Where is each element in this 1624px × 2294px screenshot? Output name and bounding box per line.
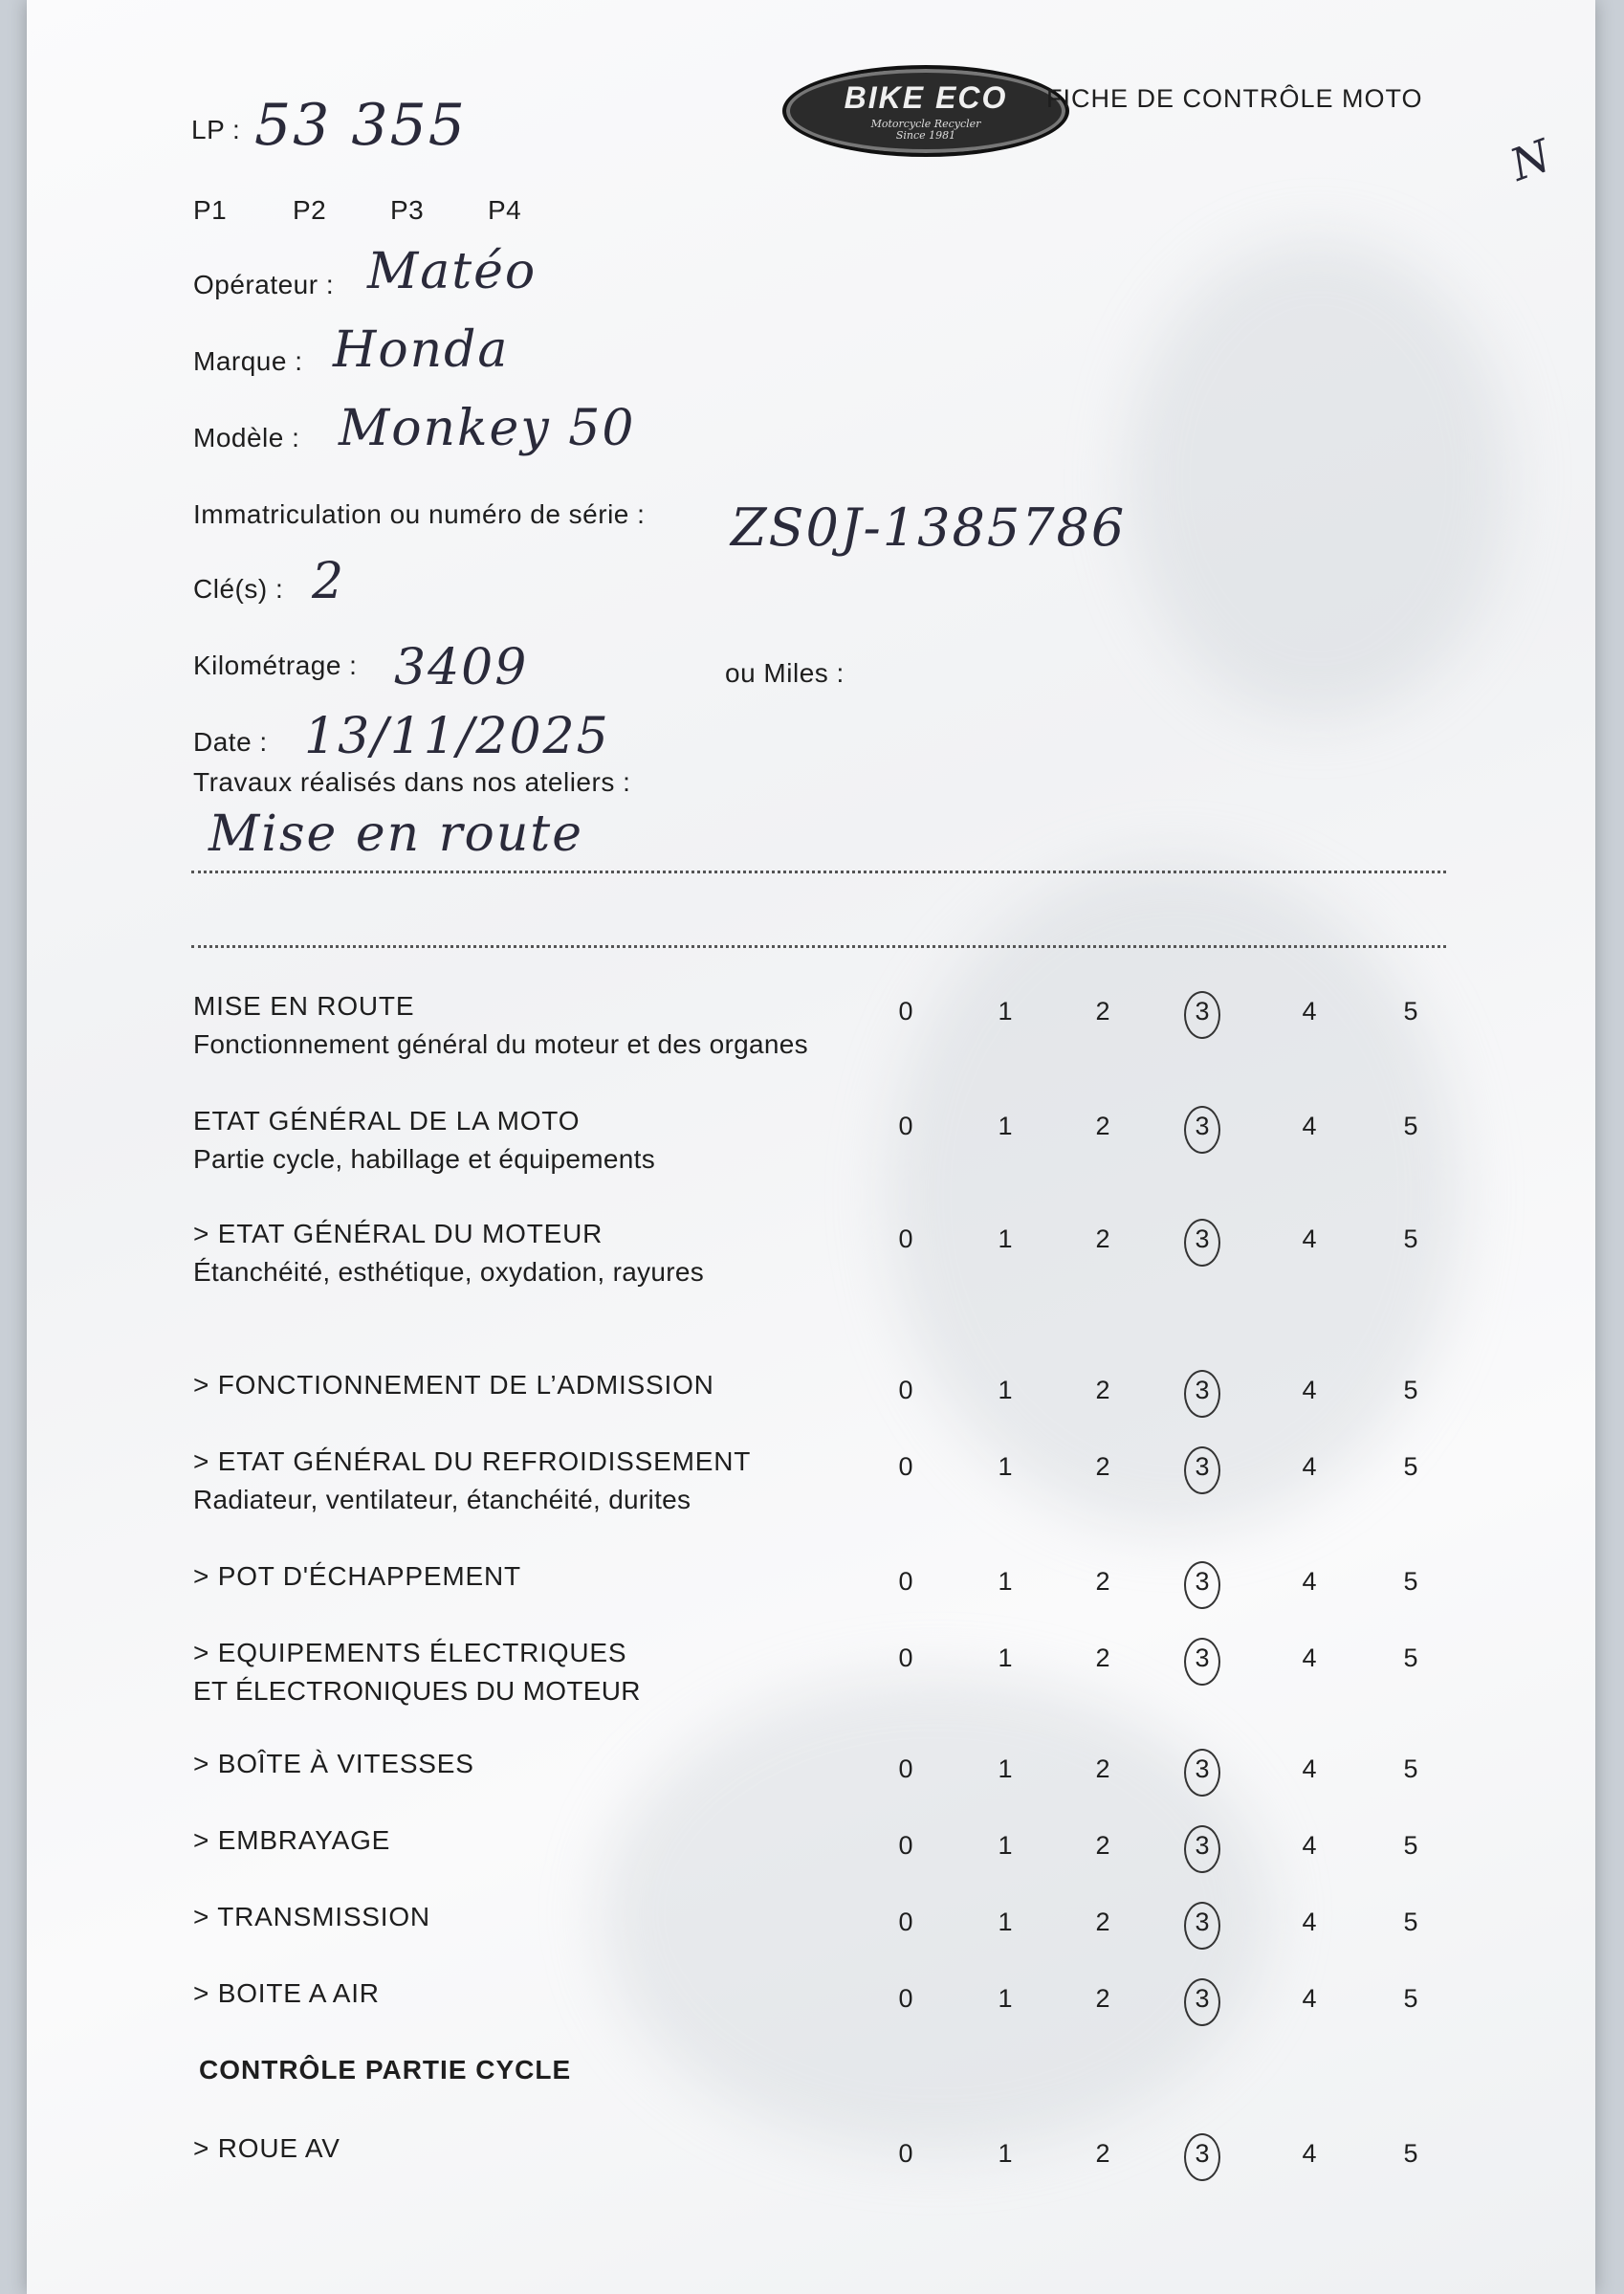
date-label: Date :: [193, 727, 268, 757]
section-title-a: CONTRÔLE: [199, 2055, 358, 2084]
position-p3: P3: [390, 195, 425, 225]
rating-option-4[interactable]: 4: [1302, 1984, 1317, 2013]
rating-option-3[interactable]: 3: [1195, 1112, 1210, 1140]
lp-value: 53 355: [254, 92, 467, 159]
rating-selected-circle: [1184, 1902, 1220, 1950]
rating-option-3[interactable]: 3: [1195, 1224, 1210, 1253]
rating-option-5[interactable]: 5: [1403, 1224, 1418, 1253]
rating-option-4[interactable]: 4: [1302, 1112, 1317, 1140]
rating-option-4[interactable]: 4: [1302, 1908, 1317, 1936]
page-title: FICHE DE CONTRÔLE MOTO: [1046, 84, 1423, 113]
date-value: 13/11/2025: [304, 708, 610, 765]
position-p2: P2: [293, 195, 327, 225]
rating-selected-circle: [1184, 1749, 1220, 1797]
rating-option-0[interactable]: 0: [898, 1831, 913, 1860]
rating-option-4[interactable]: 4: [1302, 997, 1317, 1026]
rating-selected-circle: [1184, 1446, 1220, 1494]
rating-option-2[interactable]: 2: [1095, 1643, 1110, 1672]
corner-mark: N: [1503, 128, 1560, 191]
logo-since-text: Since 1981: [895, 129, 956, 142]
rating-option-5[interactable]: 5: [1403, 1112, 1418, 1140]
rating-option-1[interactable]: 1: [998, 1831, 1013, 1860]
row-title: > BOÎTE À VITESSES: [193, 1749, 474, 1778]
rating-option-0[interactable]: 0: [898, 997, 913, 1026]
rating-option-3[interactable]: 3: [1195, 1831, 1210, 1860]
logo-main-text: BIKE ECO: [844, 80, 1008, 115]
rating-option-2[interactable]: 2: [1095, 1908, 1110, 1936]
row-title: > POT D'ÉCHAPPEMENT: [193, 1561, 521, 1591]
rating-option-4[interactable]: 4: [1302, 1567, 1317, 1596]
travaux-label: Travaux réalisés dans nos ateliers :: [193, 767, 631, 797]
rating-option-0[interactable]: 0: [898, 1984, 913, 2013]
cles-value: 2: [312, 553, 346, 610]
rating-option-4[interactable]: 4: [1302, 1452, 1317, 1481]
km-label: Kilométrage :: [193, 651, 358, 680]
section-title-b: PARTIE CYCLE: [364, 2055, 572, 2084]
rating-option-0[interactable]: 0: [898, 1567, 913, 1596]
rating-option-1[interactable]: 1: [998, 1452, 1013, 1481]
cles-label: Clé(s) :: [193, 574, 284, 604]
rating-option-1[interactable]: 1: [998, 1754, 1013, 1783]
modele-value: Monkey 50: [339, 400, 636, 457]
rating-selected-circle: [1184, 991, 1220, 1039]
travaux-value: Mise en route: [208, 805, 583, 863]
glare: [1127, 239, 1509, 717]
rating-option-4[interactable]: 4: [1302, 1643, 1317, 1672]
operateur-value: Matéo: [367, 243, 538, 300]
control-sheet: [27, 0, 1595, 2294]
rating-option-3[interactable]: 3: [1195, 2139, 1210, 2168]
modele-label: Modèle :: [193, 423, 300, 452]
row-title: > ETAT GÉNÉRAL DU MOTEUR: [193, 1219, 604, 1248]
rating-option-2[interactable]: 2: [1095, 2139, 1110, 2168]
rating-option-4[interactable]: 4: [1302, 1376, 1317, 1404]
row-subtitle: ET ÉLECTRONIQUES DU MOTEUR: [193, 1676, 641, 1706]
row-subtitle: Radiateur, ventilateur, étanchéité, durites: [193, 1485, 691, 1514]
rating-option-5[interactable]: 5: [1403, 997, 1418, 1026]
section-partie-cycle: [199, 2055, 571, 2085]
immat-label: Immatriculation ou numéro de série :: [193, 499, 646, 529]
rating-option-0[interactable]: 0: [898, 1643, 913, 1672]
rating-selected-circle: [1184, 1638, 1220, 1686]
rating-option-3[interactable]: 3: [1195, 1754, 1210, 1783]
marque-label: Marque :: [193, 346, 303, 376]
rating-selected-circle: [1184, 1825, 1220, 1873]
rating-option-3[interactable]: 3: [1195, 997, 1210, 1026]
rating-selected-circle: [1184, 1370, 1220, 1418]
rating-option-2[interactable]: 2: [1095, 1754, 1110, 1783]
travaux-line-1: [191, 871, 1446, 873]
row-title: > EMBRAYAGE: [193, 1825, 391, 1855]
rating-option-0[interactable]: 0: [898, 1908, 913, 1936]
rating-option-5[interactable]: 5: [1403, 1754, 1418, 1783]
rating-option-2[interactable]: 2: [1095, 997, 1110, 1026]
rating-option-5[interactable]: 5: [1403, 1984, 1418, 2013]
rating-option-1[interactable]: 1: [998, 1376, 1013, 1404]
rating-option-4[interactable]: 4: [1302, 1754, 1317, 1783]
rating-option-3[interactable]: 3: [1195, 1452, 1210, 1481]
rating-option-5[interactable]: 5: [1403, 2139, 1418, 2168]
position-p4: P4: [488, 195, 522, 225]
rating-option-5[interactable]: 5: [1403, 1643, 1418, 1672]
row-title: ETAT GÉNÉRAL DE LA MOTO: [193, 1106, 581, 1136]
rating-selected-circle: [1184, 1978, 1220, 2026]
row-title: > FONCTIONNEMENT DE L’ADMISSION: [193, 1370, 714, 1400]
rating-option-3[interactable]: 3: [1195, 1376, 1210, 1404]
rating-option-1[interactable]: 1: [998, 1984, 1013, 2013]
rating-option-4[interactable]: 4: [1302, 2139, 1317, 2168]
travaux-line-2: [191, 945, 1446, 948]
rating-option-0[interactable]: 0: [898, 1754, 913, 1783]
miles-label: ou Miles :: [725, 658, 845, 688]
operateur-label: Opérateur :: [193, 270, 335, 299]
position-p1: P1: [193, 195, 228, 225]
rating-option-2[interactable]: 2: [1095, 1984, 1110, 2013]
rating-option-4[interactable]: 4: [1302, 1831, 1317, 1860]
marque-value: Honda: [333, 321, 510, 379]
rating-option-2[interactable]: 2: [1095, 1376, 1110, 1404]
row-title: > ETAT GÉNÉRAL DU REFROIDISSEMENT: [193, 1446, 752, 1476]
rating-option-0[interactable]: 0: [898, 1452, 913, 1481]
rating-selected-circle: [1184, 1219, 1220, 1267]
logo-tagline-text: Motorcycle Recycler: [870, 118, 981, 130]
rating-option-0[interactable]: 0: [898, 2139, 913, 2168]
rating-option-3[interactable]: 3: [1195, 1567, 1210, 1596]
row-subtitle: Étanchéité, esthétique, oxydation, rayures: [193, 1257, 705, 1287]
rating-selected-circle: [1184, 2133, 1220, 2181]
row-title: > TRANSMISSION: [193, 1902, 430, 1931]
rating-option-5[interactable]: 5: [1403, 1376, 1418, 1404]
row-subtitle: Fonctionnement général du moteur et des organes: [193, 1029, 808, 1059]
rating-option-2[interactable]: 2: [1095, 1831, 1110, 1860]
rating-option-3[interactable]: 3: [1195, 1984, 1210, 2013]
rating-option-0[interactable]: 0: [898, 1376, 913, 1404]
row-title: MISE EN ROUTE: [193, 991, 415, 1021]
rating-option-1[interactable]: 1: [998, 1224, 1013, 1253]
rating-selected-circle: [1184, 1561, 1220, 1609]
rating-option-0[interactable]: 0: [898, 1112, 913, 1140]
glare: [601, 1674, 1270, 2152]
rating-option-1[interactable]: 1: [998, 1112, 1013, 1140]
row-subtitle: Partie cycle, habillage et équipements: [193, 1144, 656, 1174]
rating-option-3[interactable]: 3: [1195, 1908, 1210, 1936]
rating-option-5[interactable]: 5: [1403, 1567, 1418, 1596]
rating-option-5[interactable]: 5: [1403, 1452, 1418, 1481]
logo-tagline: [786, 119, 1065, 142]
rating-option-1[interactable]: 1: [998, 1908, 1013, 1936]
row-title: > EQUIPEMENTS ÉLECTRIQUES: [193, 1638, 627, 1667]
rating-option-1[interactable]: 1: [998, 2139, 1013, 2168]
immat-value: ZS0J-1385786: [731, 497, 1127, 558]
rating-option-2[interactable]: 2: [1095, 1224, 1110, 1253]
km-value: 3409: [394, 639, 529, 696]
rating-selected-circle: [1184, 1106, 1220, 1154]
rating-option-5[interactable]: 5: [1403, 1908, 1418, 1936]
row-title: > BOITE A AIR: [193, 1978, 380, 2008]
rating-option-1[interactable]: 1: [998, 1643, 1013, 1672]
row-title: > ROUE AV: [193, 2133, 340, 2163]
rating-option-3[interactable]: 3: [1195, 1643, 1210, 1672]
rating-option-4[interactable]: 4: [1302, 1224, 1317, 1253]
rating-option-2[interactable]: 2: [1095, 1452, 1110, 1481]
rating-option-1[interactable]: 1: [998, 1567, 1013, 1596]
bike-eco-logo: [782, 65, 1069, 157]
lp-label: LP :: [191, 115, 241, 144]
glare: [888, 861, 1461, 1531]
rating-option-0[interactable]: 0: [898, 1224, 913, 1253]
rating-option-1[interactable]: 1: [998, 997, 1013, 1026]
rating-option-2[interactable]: 2: [1095, 1567, 1110, 1596]
rating-option-2[interactable]: 2: [1095, 1112, 1110, 1140]
rating-option-5[interactable]: 5: [1403, 1831, 1418, 1860]
